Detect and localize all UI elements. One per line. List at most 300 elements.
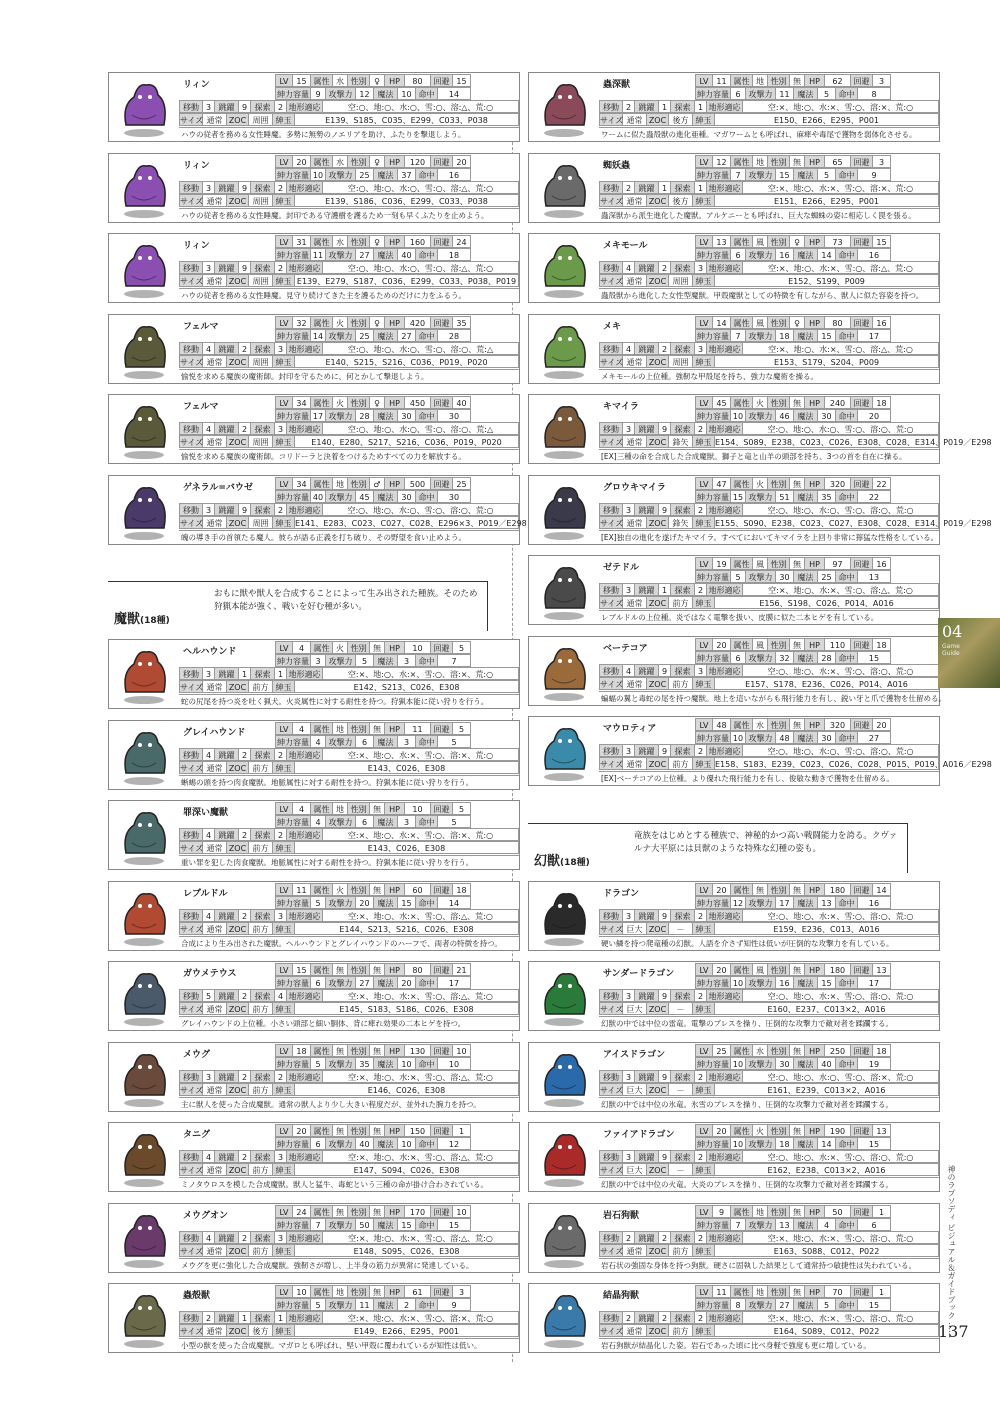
hp-label: HP [805,235,825,248]
atk-value: 27 [356,248,374,261]
hp-label: HP [805,1124,825,1137]
eva-value: 13 [873,1124,891,1137]
attr-value: 風 [753,235,768,248]
hp-value: 320 [825,477,851,490]
search-label: 探索 [251,1150,275,1163]
terrain-label: 地形適応 [707,503,743,516]
search-value: 3 [275,1150,287,1163]
size-label: サイズ [179,355,203,368]
zoc-label: ZOC [647,596,669,609]
eva-value: 35 [453,316,471,329]
gem-value: E150、E266、E295、P001 [715,113,939,126]
attr-label: 属性 [731,1124,753,1137]
terrain-value: 空:×、地:○、水:×、雪:○、溶:△、荒:○ [323,1070,519,1083]
monster-entry [108,796,520,877]
monster-stats [599,637,946,705]
move-value: 3 [623,1150,635,1163]
terrain-value: 空:○、地:○、水:○、雪:○、溶:△、荒:○ [323,100,519,113]
eva-label: 回避 [431,155,453,168]
eva-label: 回避 [431,722,453,735]
atk-value: 30 [776,570,794,583]
monster-name: サンダードラゴン [603,969,675,979]
zoc-label: ZOC [227,113,249,126]
search-value: 2 [275,261,287,274]
zoc-label: ZOC [227,516,249,529]
search-label: 探索 [671,261,695,274]
terrain-label: 地形適応 [707,422,743,435]
monster-card [528,314,940,384]
search-value: 2 [695,909,707,922]
monster-name: フェルマ [183,402,219,412]
monster-description: 主に獣人を使った合成魔獣。通常の獣人より少し大きい程度だが、並外れた腕力を持つ。 [179,1097,519,1111]
attr-label: 属性 [311,1124,333,1137]
eva-value: 3 [873,155,891,168]
mag-value: 5 [818,1298,836,1311]
sex-label: 性別 [348,963,370,976]
mag-label: 魔法 [374,490,398,503]
monster-stats [599,1204,939,1272]
monster-stats [179,640,519,708]
lv-value: 14 [713,316,731,329]
succubus-icon [111,75,177,139]
hit-value: 17 [858,976,891,989]
jump-value: 2 [659,342,671,355]
hit-label: 命中 [836,248,858,261]
zoc-label: ZOC [227,1324,249,1337]
atk-value: 48 [776,731,794,744]
terrain-label: 地形適応 [287,1311,323,1324]
monster-entry [108,310,520,391]
zoc-label: ZOC [227,841,249,854]
atk-label: 攻撃力 [326,490,356,503]
eva-label: 回避 [851,1205,873,1218]
size-value: 通常 [203,1244,227,1257]
attr-label: 属性 [311,155,333,168]
mag-label: 魔法 [374,1218,398,1231]
terrain-value: 空:○、地:○、水:○、雪:○、溶:×、荒:○ [743,1070,939,1083]
zoc-label: ZOC [227,274,249,287]
lv-label: LV [275,1044,293,1057]
hp-label: HP [385,396,405,409]
hit-value: 20 [858,409,891,422]
jump-label: 跳躍 [215,1311,239,1324]
size-value: 通常 [203,922,227,935]
size-value: 通常 [203,680,227,693]
zoc-label: ZOC [647,1002,669,1015]
attr-value: 無 [333,963,348,976]
monster-name: フェルマ [183,321,219,332]
sex-label: 性別 [348,74,370,87]
sex-value: 無 [790,638,805,651]
monster-description: 幻獣の中では中位の火竜。大炎のブレスを操り、圧倒的な攻撃力で敵対者を蹂躙する。 [599,1177,939,1191]
lv-value: 45 [713,396,731,409]
hit-value: 30 [438,409,471,422]
sex-value: ♀ [790,235,805,248]
rebuldol-icon [111,884,177,948]
cap-label: 紳力容量 [695,731,731,744]
mag-label: 魔法 [794,87,818,100]
atk-label: 攻撃力 [326,1218,356,1231]
zoc-label: ZOC [227,194,249,207]
terrain-label: 地形適応 [707,664,743,677]
gem-label: 紳玉 [273,761,295,774]
monster-entry [528,471,992,552]
sex-label: 性別 [768,1285,790,1298]
size-label: サイズ [599,435,623,448]
size-label: サイズ [179,1002,203,1015]
hp-value: 65 [825,155,851,168]
hp-value: 80 [405,963,431,976]
sex-label: 性別 [768,396,790,409]
move-label: 移動 [599,261,623,274]
search-value: 1 [275,667,287,680]
crystal-beast-icon [531,1286,597,1350]
monster-card [528,394,992,464]
monster-description: 魄の導き手の首領たる魔人。彼らが語る正義を打ち破り、その野望を食い止めよう。 [179,530,519,544]
gem-label: 紳玉 [693,113,715,126]
eva-value: 25 [453,477,471,490]
size-label: サイズ [179,113,203,126]
monster-stats [599,315,939,383]
size-value: 通常 [623,516,647,529]
hp-label: HP [805,155,825,168]
terrain-value: 空:×、地:○、水:×、雪:○、溶:○、荒:○ [743,1231,939,1244]
hp-label: HP [385,802,405,815]
terrain-value: 空:○、地:○、水:×、雪:○、溶:○、荒:○ [743,1150,939,1163]
monster-stats [179,801,519,869]
gem-value: E144、S213、S216、C026、E308 [295,922,519,935]
cap-label: 紳力容量 [275,735,311,748]
cap-label: 紳力容量 [695,87,731,100]
eva-value: 5 [453,802,471,815]
move-value: 4 [203,828,215,841]
gem-label: 紳玉 [273,1163,295,1176]
monster-card [108,1122,520,1192]
page-number: 137 [938,1322,969,1341]
gem-label: 紳玉 [693,435,715,448]
monster-stats [179,315,519,383]
terrain-value: 空:×、地:○、水:×、雪:○、溶:△、荒:○ [743,261,939,274]
search-value: 3 [275,342,287,355]
hp-value: 80 [825,316,851,329]
eva-label: 回避 [431,396,453,409]
hit-label: 命中 [836,490,858,503]
lv-value: 11 [713,1285,731,1298]
atk-value: 32 [776,651,794,664]
terrain-label: 地形適応 [287,181,323,194]
monster-entry [528,390,992,471]
zoc-value: 前方 [249,1163,273,1176]
mag-value: 2 [398,1298,416,1311]
jump-label: 跳躍 [635,1311,659,1324]
move-value: 3 [623,583,635,596]
terrain-label: 地形適応 [707,1231,743,1244]
monster-entry [108,1118,520,1199]
monster-name: ガウメテウス [183,969,237,979]
size-value: 巨大 [623,1002,647,1015]
hp-value: 61 [405,1285,431,1298]
sex-value: 無 [370,1205,385,1218]
jump-value: 9 [659,744,671,757]
attr-label: 属性 [731,235,753,248]
lv-label: LV [275,883,293,896]
mag-value: 20 [398,976,416,989]
lv-label: LV [275,963,293,976]
atk-value: 12 [356,87,374,100]
jump-label: 跳躍 [635,1070,659,1083]
hp-value: 500 [405,477,431,490]
zoc-value: 後方 [249,1324,273,1337]
hp-label: HP [385,74,405,87]
attr-label: 属性 [731,1285,753,1298]
eva-label: 回避 [431,316,453,329]
lv-value: 10 [293,1285,311,1298]
monster-name: タニグ [183,1130,211,1140]
monster-description: メキモールの上位種。強靭な甲殻尾を持ち、強力な魔術を操る。 [599,369,939,383]
move-value: 2 [203,1311,215,1324]
gem-label: 紳玉 [693,596,715,609]
size-value: 通常 [203,841,227,854]
sex-value: ♀ [370,396,385,409]
monster-entry [528,877,940,958]
monster-description: 蟲深獣から派生進化した魔獣。アルケニーとも呼ばれ、巨大な蜘蛛の姿に相応しく罠を張る。 [599,208,939,222]
search-label: 探索 [671,100,695,113]
hit-value: 15 [858,1298,891,1311]
hp-label: HP [805,1044,825,1057]
search-label: 探索 [671,342,695,355]
attr-value: 火 [333,883,348,896]
mag-label: 魔法 [374,248,398,261]
lv-label: LV [695,235,713,248]
sex-label: 性別 [768,638,790,651]
size-label: サイズ [599,274,623,287]
terrain-label: 地形適応 [707,261,743,274]
lv-label: LV [695,316,713,329]
attr-value: 水 [753,1044,768,1057]
chimera-icon [531,397,597,461]
lv-label: LV [695,1285,713,1298]
mag-value: 40 [398,248,416,261]
zoc-value: 鋒矢 [669,435,693,448]
atk-label: 攻撃力 [326,248,356,261]
eva-label: 回避 [431,235,453,248]
mag-label: 魔法 [374,1137,398,1150]
search-label: 探索 [671,1231,695,1244]
sex-label: 性別 [768,1205,790,1218]
eva-value: 18 [453,883,471,896]
cap-value: 5 [731,570,746,583]
sex-value: 無 [790,155,805,168]
search-value: 2 [695,744,707,757]
gem-label: 紳玉 [693,1002,715,1015]
cap-label: 紳力容量 [695,651,731,664]
monster-stats [599,1123,939,1191]
sex-value: 無 [370,1124,385,1137]
section-description: 竜族をはじめとする種族で、神秘的かつ高い戦闘能力を誇る。クヴァルナ大平原には貝獣のような特殊な幻種の姿も。 [634,830,898,854]
cap-label: 紳力容量 [275,896,311,909]
eva-value: 24 [453,235,471,248]
size-value: 通常 [203,435,227,448]
attr-value: 水 [333,74,348,87]
monster-entry [108,68,520,149]
move-value: 3 [203,261,215,274]
atk-value: 6 [356,735,374,748]
section-frame [108,581,488,631]
monster-name: ゼテドル [603,563,640,573]
monster-description: 重い罪を犯した肉食魔獣。地脈属性に対する耐性を持つ。狩猟本能に従い狩りを行う。 [179,855,519,869]
cap-value: 10 [731,409,746,422]
lv-value: 18 [293,1044,311,1057]
cap-value: 11 [311,248,326,261]
gem-value: E159、E236、C013、A016 [715,922,939,935]
search-value: 3 [695,664,707,677]
eva-value: 1 [873,1205,891,1218]
cap-value: 5 [311,896,326,909]
eva-label: 回避 [851,963,873,976]
monster-name: ファイアドラゴン [603,1130,675,1140]
jump-value: 2 [659,1311,671,1324]
search-label: 探索 [251,181,275,194]
move-label: 移動 [599,422,623,435]
hit-label: 命中 [836,896,858,909]
cap-value: 10 [731,1057,746,1070]
monster-stats [599,1043,939,1111]
monster-entry [108,716,520,797]
monster-card [108,639,520,709]
terrain-label: 地形適応 [287,1150,323,1163]
attr-label: 属性 [311,722,333,735]
cap-label: 紳力容量 [275,1298,311,1311]
move-label: 移動 [179,181,203,194]
eva-label: 回避 [431,802,453,815]
hp-value: 73 [825,235,851,248]
hit-label: 命中 [836,329,858,342]
lv-value: 13 [713,235,731,248]
monster-entry [108,877,520,958]
atk-value: 18 [776,329,794,342]
move-value: 3 [623,744,635,757]
size-label: サイズ [599,1324,623,1337]
attr-label: 属性 [731,1205,753,1218]
move-value: 3 [203,667,215,680]
sex-value: 無 [370,883,385,896]
hp-value: 60 [405,883,431,896]
sex-label: 性別 [768,74,790,87]
move-label: 移動 [599,664,623,677]
mag-label: 魔法 [374,896,398,909]
mag-value: 15 [398,1218,416,1231]
hit-value: 22 [858,490,891,503]
hp-label: HP [805,883,825,896]
hp-label: HP [805,396,825,409]
size-label: サイズ [179,1324,203,1337]
sex-value: ♀ [370,74,385,87]
hp-value: 160 [405,235,431,248]
sex-label: 性別 [768,477,790,490]
monster-name: アイスドラゴン [603,1049,666,1060]
zoc-value: 前方 [669,1244,693,1257]
move-label: 移動 [599,1311,623,1324]
zoc-label: ZOC [227,435,249,448]
monster-name: 結晶狗獣 [603,1291,640,1301]
move-value: 2 [623,1231,635,1244]
mag-value: 28 [818,651,836,664]
atk-label: 攻撃力 [746,976,776,989]
atk-label: 攻撃力 [746,1218,776,1231]
terrain-value: 空:○、地:○、水:×、雪:○、溶:○、荒:○ [743,909,939,922]
terrain-label: 地形適応 [287,261,323,274]
cap-label: 紳力容量 [275,168,311,181]
search-value: 2 [275,100,287,113]
monster-description: レブルドルの上位種。炎ではなく電撃を扱い、皮膜に似た二本ヒゲを有している。 [599,610,939,624]
jump-value: 1 [239,1311,251,1324]
attr-value: 地 [753,1205,768,1218]
move-label: 移動 [599,100,623,113]
monster-entry [108,390,520,471]
sex-value: ♂ [370,477,385,490]
monster-card [108,394,520,464]
size-label: サイズ [179,194,203,207]
size-label: サイズ [599,194,623,207]
hit-label: 命中 [836,1298,858,1311]
lv-value: 12 [713,155,731,168]
monster-name: メキモール [603,241,648,251]
eva-label: 回避 [851,638,873,651]
hp-value: 70 [825,1285,851,1298]
size-label: サイズ [599,677,623,690]
monster-card [108,72,520,142]
search-label: 探索 [671,989,695,1002]
move-label: 移動 [599,989,623,1002]
gem-label: 紳玉 [693,1083,715,1096]
jump-value: 1 [239,667,251,680]
monster-entry [528,229,940,310]
size-label: サイズ [599,1002,623,1015]
lv-value: 20 [713,1124,731,1137]
hp-label: HP [385,155,405,168]
monster-description: 硬い鱗を持つ爬竜種の幻獣。人語を介さず知性は低いが圧倒的な攻撃力を有している。 [599,936,939,950]
lv-value: 4 [293,722,311,735]
size-value: 巨大 [623,1083,647,1096]
monster-entry [528,551,940,632]
monster-name: メウグ [183,1049,211,1060]
eva-label: 回避 [431,1285,453,1298]
zoc-label: ZOC [647,355,669,368]
sex-value: 無 [790,1205,805,1218]
eva-value: 10 [453,1044,471,1057]
monster-card [108,1203,520,1273]
search-value: 2 [275,503,287,516]
atk-label: 攻撃力 [746,329,776,342]
mag-label: 魔法 [794,409,818,422]
sex-value: 無 [790,477,805,490]
gem-label: 紳玉 [273,1002,295,1015]
monster-name: メウグオン [183,1210,229,1221]
monster-stats [599,556,939,624]
eva-value: 18 [873,1044,891,1057]
size-value: 通常 [623,435,647,448]
cap-value: 3 [311,654,326,667]
monster-stats [599,234,939,302]
sex-label: 性別 [768,718,790,731]
terrain-value: 空:○、地:○、水:○、雪:○、溶:○、荒:○ [743,744,939,757]
zoc-label: ZOC [227,1083,249,1096]
mag-value: 14 [818,1137,836,1150]
mekimole-icon [531,236,597,300]
jump-value: 9 [659,664,671,677]
succubus-icon [111,236,177,300]
size-label: サイズ [599,1244,623,1257]
